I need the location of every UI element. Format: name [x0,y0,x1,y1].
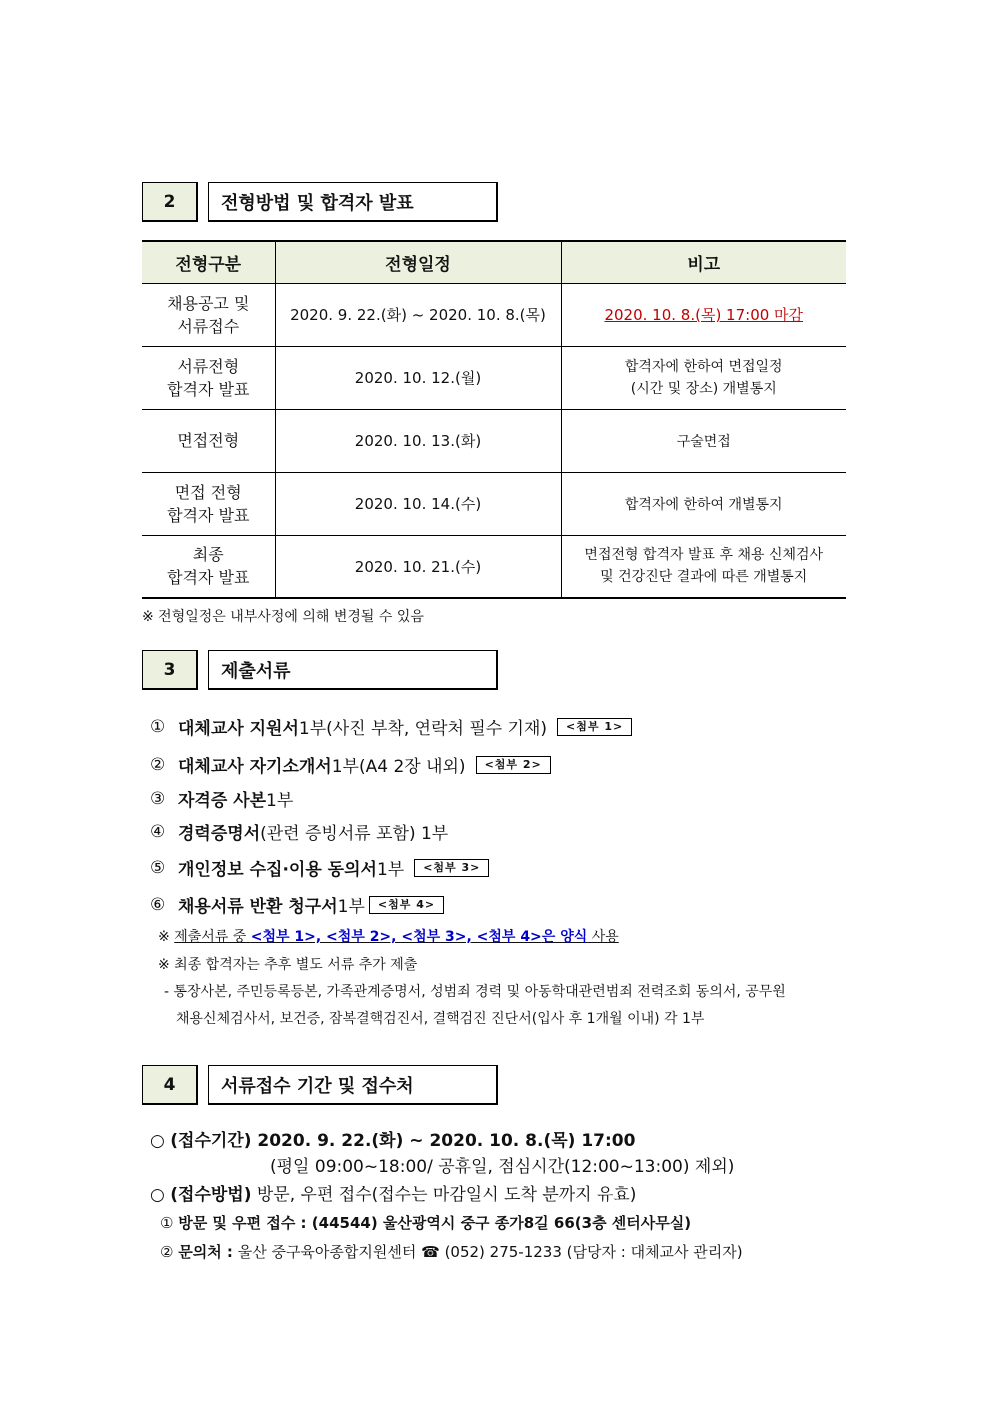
section-number: 4 [142,1065,198,1105]
final-docs-note: ※ 최종 합격자는 추후 별도 서류 추가 제출 [158,957,418,973]
section-number: 3 [142,650,198,690]
column-header-category: 전형구분 [142,241,275,283]
remarks-cell: 합격자에 한하여 면접일정 (시간 및 장소) 개별통지 [561,346,846,409]
final-docs-list-cont: 채용신체검사서, 보건증, 잠복결핵검진서, 결핵검진 진단서(입사 후 1개월 이내) 각 1부 [176,1011,705,1027]
date-cell: 2020. 10. 12.(월) [275,346,561,409]
attachment-tag: <첨부 2> [476,756,551,774]
section-number: 2 [142,182,198,222]
date-cell: 2020. 10. 14.(수) [275,472,561,535]
date-cell: 2020. 10. 21.(수) [275,535,561,598]
document-item: ⑤ 개인정보 수집·이용 동의서 1부 <첨부 3> [150,855,489,880]
application-period-hours: (평일 09:00~18:00/ 공휴일, 점심시간(12:00~13:00) 제외) [270,1157,735,1177]
document-item: ⑥ 채용서류 반환 청구서 1부 <첨부 4> [150,892,444,917]
table-header-row [142,241,846,283]
remarks-cell: 합격자에 한하여 개별통지 [561,472,846,535]
date-cell: 2020. 10. 13.(화) [275,409,561,472]
table-row [142,283,846,346]
application-address: ① 방문 및 우편 접수 : (44544) 울산광역시 중구 종가8길 66(3층 센터사무실) [160,1214,692,1232]
section-title: 제출서류 [208,650,498,690]
remarks-cell: 면접전형 합격자 발표 후 채용 신체검사 및 건강진단 결과에 따른 개별통지 [561,535,846,598]
section-title: 서류접수 기간 및 접수처 [208,1065,498,1105]
category-cell: 채용공고 및 서류접수 [142,283,275,346]
table-row [142,535,846,598]
section-title: 전형방법 및 합격자 발표 [208,182,498,222]
category-cell: 면접전형 [142,409,275,472]
table-row [142,346,846,409]
document-item: ② 대체교사 자기소개서 1부(A4 2장 내외) <첨부 2> [150,752,551,777]
category-cell: 최종 합격자 발표 [142,535,275,598]
category-cell: 면접 전형 합격자 발표 [142,472,275,535]
schedule-footnote: ※ 전형일정은 내부사정에 의해 변경될 수 있음 [142,609,424,625]
category-cell: 서류전형 합격자 발표 [142,346,275,409]
date-cell: 2020. 9. 22.(화) ~ 2020. 10. 8.(목) [275,283,561,346]
deadline-text: 2020. 10. 8.(목) 17:00 마감 [604,306,804,324]
schedule-table [142,240,846,599]
application-method: ○ (접수방법) 방문, 우편 접수(접수는 마감일시 도착 분까지 유효) [150,1185,637,1205]
table-row [142,409,846,472]
document-item: ① 대체교사 지원서 1부(사진 부착, 연락처 필수 기재) <첨부 1> [150,714,632,739]
final-docs-list: - 통장사본, 주민등록등본, 가족관계증명서, 성범죄 경력 및 아동학대관련범죄 전력조회 동의서, 공무원 [164,984,786,1000]
contact-info: ② 문의처 : 울산 중구육아종합지원센터 ☎ (052) 275-1233 (담당자 : 대체교사 관리자) [160,1243,743,1261]
attachment-tag: <첨부 3> [414,859,489,877]
table-row [142,472,846,535]
column-header-schedule: 전형일정 [275,241,561,283]
document-item: ④ 경력증명서 (관련 증빙서류 포함) 1부 [150,821,449,844]
application-period: ○ (접수기간) 2020. 9. 22.(화) ~ 2020. 10. 8.(목) 17:00 [150,1131,636,1151]
form-note: ※ 제출서류 중 <첨부 1>, <첨부 2>, <첨부 3>, <첨부 4>은 양식 사용 [158,929,619,945]
attachment-tag: <첨부 1> [557,718,632,736]
column-header-remarks: 비고 [561,241,846,283]
attachment-tag: <첨부 4> [369,896,444,914]
remarks-cell: 구술면접 [561,409,846,472]
remarks-cell [561,283,846,346]
document-item: ③ 자격증 사본 1부 [150,788,294,811]
